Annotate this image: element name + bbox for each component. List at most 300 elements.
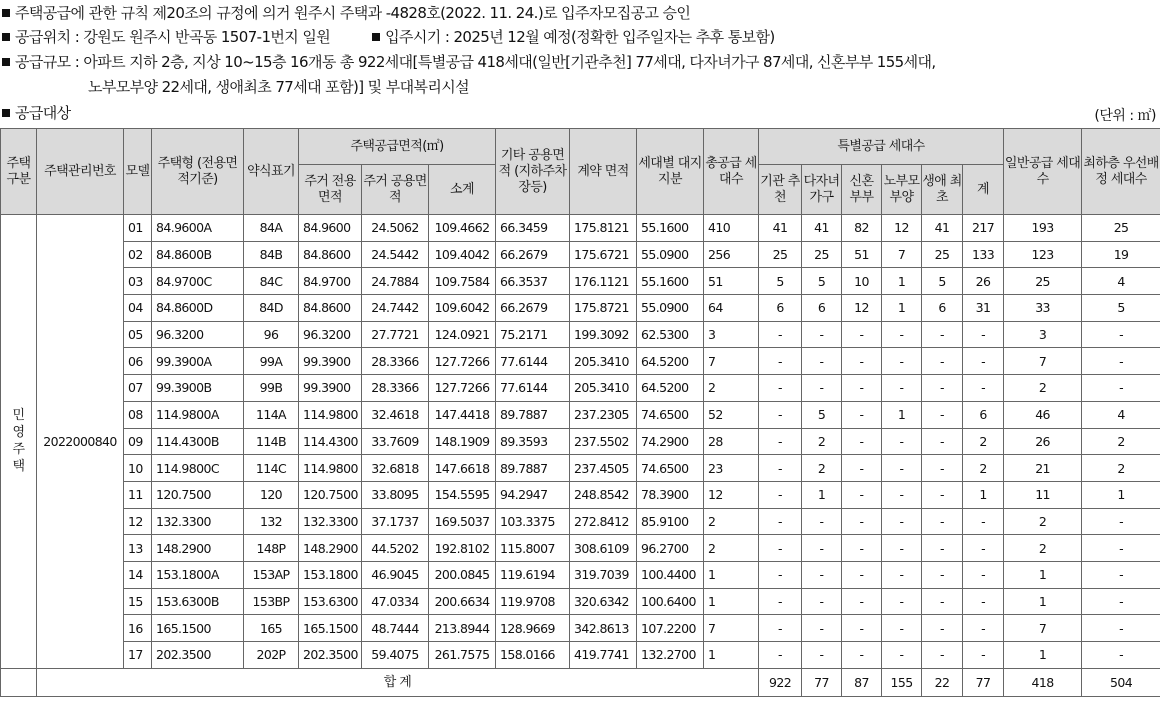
table-cell: 1 bbox=[1004, 642, 1082, 669]
table-cell: - bbox=[759, 401, 802, 428]
table-cell: 148P bbox=[244, 535, 299, 562]
table-cell: 120.7500 bbox=[299, 481, 362, 508]
table-cell: - bbox=[759, 615, 802, 642]
table-cell: 99.3900 bbox=[299, 348, 362, 375]
table-cell: 94.2947 bbox=[496, 481, 570, 508]
table-cell: 4 bbox=[1082, 401, 1160, 428]
table-cell: 01 bbox=[124, 215, 152, 242]
table-cell: 25 bbox=[1082, 215, 1160, 242]
table-cell: - bbox=[922, 588, 963, 615]
table-cell: 77.6144 bbox=[496, 375, 570, 402]
table-cell: 84A bbox=[244, 215, 299, 242]
table-cell: 176.1121 bbox=[570, 268, 637, 295]
table-cell: 148.2900 bbox=[299, 535, 362, 562]
table-cell: 16 bbox=[124, 615, 152, 642]
table-cell: 2 bbox=[704, 375, 759, 402]
table-cell: 09 bbox=[124, 428, 152, 455]
table-cell: - bbox=[922, 561, 963, 588]
table-cell: 2 bbox=[963, 428, 1004, 455]
table-row bbox=[1, 428, 1160, 455]
table-row bbox=[1, 348, 1160, 375]
table-cell: 175.8121 bbox=[570, 215, 637, 242]
table-cell: - bbox=[1082, 321, 1160, 348]
table-cell: 115.8007 bbox=[496, 535, 570, 562]
table-cell: 1 bbox=[802, 481, 842, 508]
table-cell: 74.6500 bbox=[637, 455, 704, 482]
total-cell: 77 bbox=[802, 668, 842, 696]
table-cell: - bbox=[922, 348, 963, 375]
table-cell: 06 bbox=[124, 348, 152, 375]
table-cell: 202.3500 bbox=[152, 642, 244, 669]
table-row bbox=[1, 455, 1160, 482]
table-cell: 28.3366 bbox=[362, 375, 429, 402]
table-cell: 84C bbox=[244, 268, 299, 295]
table-cell: 24.7442 bbox=[362, 295, 429, 322]
table-cell: 165.1500 bbox=[152, 615, 244, 642]
table-cell: 1 bbox=[963, 481, 1004, 508]
table-cell: - bbox=[759, 481, 802, 508]
table-cell: 2 bbox=[704, 508, 759, 535]
table-cell: 55.0900 bbox=[637, 241, 704, 268]
table-cell: 192.8102 bbox=[429, 535, 496, 562]
table-cell: 13 bbox=[124, 535, 152, 562]
table-cell: 55.0900 bbox=[637, 295, 704, 322]
table-cell: 114.9800C bbox=[152, 455, 244, 482]
table-cell: 99.3900A bbox=[152, 348, 244, 375]
table-row bbox=[1, 588, 1160, 615]
col-general: 일반공급 세대수 bbox=[1004, 129, 1082, 215]
table-cell: 77.6144 bbox=[496, 348, 570, 375]
table-cell: 205.3410 bbox=[570, 375, 637, 402]
table-cell: 109.4042 bbox=[429, 241, 496, 268]
table-cell: - bbox=[922, 535, 963, 562]
table-cell: - bbox=[963, 348, 1004, 375]
total-cell: 418 bbox=[1004, 668, 1082, 696]
table-cell: - bbox=[1082, 348, 1160, 375]
table-cell: - bbox=[963, 508, 1004, 535]
col-housing-type: 주택 구분 bbox=[1, 129, 37, 215]
total-cell: 87 bbox=[842, 668, 882, 696]
table-cell: - bbox=[759, 561, 802, 588]
table-cell: 308.6109 bbox=[570, 535, 637, 562]
table-cell: 165 bbox=[244, 615, 299, 642]
table-cell: - bbox=[802, 348, 842, 375]
table-cell: 1 bbox=[1004, 588, 1082, 615]
table-cell: 120 bbox=[244, 481, 299, 508]
scale-line-cont: 노부모부양 22세대, 생애최초 77세대 포함)] 및 부대복리시설 bbox=[88, 78, 470, 96]
table-cell: 7 bbox=[704, 348, 759, 375]
table-cell: 132.2700 bbox=[637, 642, 704, 669]
table-cell: 237.5502 bbox=[570, 428, 637, 455]
table-cell: 154.5595 bbox=[429, 481, 496, 508]
col-supply-area: 주택공급면적(㎡) bbox=[299, 129, 496, 165]
bullet-icon bbox=[2, 109, 10, 117]
table-cell: 84.8600B bbox=[152, 241, 244, 268]
table-cell: 32.6818 bbox=[362, 455, 429, 482]
table-cell: 3 bbox=[704, 321, 759, 348]
table-cell: 114.9800 bbox=[299, 401, 362, 428]
table-cell: 84.9600 bbox=[299, 215, 362, 242]
table-cell: 202P bbox=[244, 642, 299, 669]
table-cell: 24.5442 bbox=[362, 241, 429, 268]
col-other-common: 기타 공용면적 (지하주차장등) bbox=[496, 129, 570, 215]
table-cell: - bbox=[842, 561, 882, 588]
table-cell: 10 bbox=[842, 268, 882, 295]
table-cell: 64.5200 bbox=[637, 348, 704, 375]
table-cell: - bbox=[802, 561, 842, 588]
table-cell: - bbox=[963, 375, 1004, 402]
total-blank-cell bbox=[1, 668, 37, 696]
table-cell: - bbox=[882, 428, 922, 455]
table-cell: 11 bbox=[1004, 481, 1082, 508]
table-cell: - bbox=[882, 508, 922, 535]
table-row bbox=[1, 481, 1160, 508]
table-cell: 2 bbox=[1004, 535, 1082, 562]
table-cell: 119.9708 bbox=[496, 588, 570, 615]
table-row bbox=[1, 295, 1160, 322]
table-cell: 85.9100 bbox=[637, 508, 704, 535]
table-cell: - bbox=[1082, 535, 1160, 562]
bullet-icon bbox=[2, 33, 10, 41]
table-cell: 193 bbox=[1004, 215, 1082, 242]
table-cell: - bbox=[882, 535, 922, 562]
col-mgmt-no: 주택관리번호 bbox=[37, 129, 124, 215]
table-cell: - bbox=[759, 455, 802, 482]
table-cell: 24.5062 bbox=[362, 215, 429, 242]
table-cell: - bbox=[1082, 508, 1160, 535]
table-cell: 2 bbox=[1082, 428, 1160, 455]
total-row bbox=[1, 668, 1160, 696]
col-res-common: 주거 공용면적 bbox=[362, 165, 429, 215]
table-cell: - bbox=[922, 321, 963, 348]
table-cell: 66.3537 bbox=[496, 268, 570, 295]
table-cell: - bbox=[842, 375, 882, 402]
bullet-icon bbox=[372, 33, 380, 41]
table-cell: - bbox=[759, 642, 802, 669]
table-cell: 62.5300 bbox=[637, 321, 704, 348]
table-cell: 6 bbox=[759, 295, 802, 322]
table-cell: 114B bbox=[244, 428, 299, 455]
table-cell: - bbox=[802, 375, 842, 402]
table-cell: - bbox=[882, 561, 922, 588]
table-cell: 169.5037 bbox=[429, 508, 496, 535]
col-lowest-floor: 최하층 우선배정 세대수 bbox=[1082, 129, 1160, 215]
table-cell: 4 bbox=[1082, 268, 1160, 295]
table-cell: 2 bbox=[963, 455, 1004, 482]
table-cell: 75.2171 bbox=[496, 321, 570, 348]
table-cell: 24.7884 bbox=[362, 268, 429, 295]
table-cell: 33.7609 bbox=[362, 428, 429, 455]
table-cell: 107.2200 bbox=[637, 615, 704, 642]
table-cell: 46 bbox=[1004, 401, 1082, 428]
table-row bbox=[1, 321, 1160, 348]
table-cell: 109.6042 bbox=[429, 295, 496, 322]
table-cell: - bbox=[759, 321, 802, 348]
table-cell: - bbox=[1082, 561, 1160, 588]
table-cell: 217 bbox=[963, 215, 1004, 242]
table-cell: 6 bbox=[922, 295, 963, 322]
table-cell: 1 bbox=[704, 642, 759, 669]
table-cell: - bbox=[1082, 642, 1160, 669]
table-cell: 51 bbox=[842, 241, 882, 268]
table-cell: 05 bbox=[124, 321, 152, 348]
table-cell: 114.9800A bbox=[152, 401, 244, 428]
table-cell: 14 bbox=[124, 561, 152, 588]
table-cell: 419.7741 bbox=[570, 642, 637, 669]
table-cell: 23 bbox=[704, 455, 759, 482]
col-model: 모델 bbox=[124, 129, 152, 215]
table-cell: 84D bbox=[244, 295, 299, 322]
table-row bbox=[1, 642, 1160, 669]
table-row bbox=[1, 401, 1160, 428]
table-cell: - bbox=[922, 481, 963, 508]
table-cell: 59.4075 bbox=[362, 642, 429, 669]
table-cell: - bbox=[922, 642, 963, 669]
table-cell: 15 bbox=[124, 588, 152, 615]
table-cell: 175.8721 bbox=[570, 295, 637, 322]
table-cell: 26 bbox=[963, 268, 1004, 295]
table-cell: 153.6300 bbox=[299, 588, 362, 615]
table-cell: 124.0921 bbox=[429, 321, 496, 348]
table-cell: 114.4300 bbox=[299, 428, 362, 455]
table-cell: 21 bbox=[1004, 455, 1082, 482]
table-cell: - bbox=[963, 321, 1004, 348]
table-cell: - bbox=[759, 428, 802, 455]
table-cell: 46.9045 bbox=[362, 561, 429, 588]
table-cell: 248.8542 bbox=[570, 481, 637, 508]
table-cell: 96 bbox=[244, 321, 299, 348]
table-cell: 12 bbox=[882, 215, 922, 242]
table-cell: 04 bbox=[124, 295, 152, 322]
table-cell: - bbox=[802, 321, 842, 348]
table-cell: 41 bbox=[759, 215, 802, 242]
table-cell: - bbox=[882, 588, 922, 615]
table-cell: 1 bbox=[882, 401, 922, 428]
table-cell: 19 bbox=[1082, 241, 1160, 268]
total-cell: 155 bbox=[882, 668, 922, 696]
approval-line: 주택공급에 관한 규칙 제20조의 규정에 의거 원주시 주택과 -4828호(2022. 11. 24.)로 입주자모집공고 승인 bbox=[0, 2, 1160, 24]
bullet-icon bbox=[2, 58, 10, 66]
table-cell: - bbox=[759, 508, 802, 535]
table-cell: 114.9800 bbox=[299, 455, 362, 482]
table-cell: 66.3459 bbox=[496, 215, 570, 242]
table-cell: 319.7039 bbox=[570, 561, 637, 588]
table-cell: 28 bbox=[704, 428, 759, 455]
table-cell: - bbox=[842, 481, 882, 508]
table-cell: 5 bbox=[1082, 295, 1160, 322]
table-cell: 205.3410 bbox=[570, 348, 637, 375]
col-res-private: 주거 전용면적 bbox=[299, 165, 362, 215]
table-cell: - bbox=[882, 321, 922, 348]
table-cell: 78.3900 bbox=[637, 481, 704, 508]
table-cell: - bbox=[842, 508, 882, 535]
table-cell: 89.7887 bbox=[496, 455, 570, 482]
total-cell: 922 bbox=[759, 668, 802, 696]
table-cell: 153AP bbox=[244, 561, 299, 588]
table-cell: 7 bbox=[704, 615, 759, 642]
table-cell: - bbox=[759, 535, 802, 562]
table-cell: - bbox=[759, 588, 802, 615]
table-cell: 84.8600 bbox=[299, 241, 362, 268]
col-contract-area: 계약 면적 bbox=[570, 129, 637, 215]
table-cell: 25 bbox=[1004, 268, 1082, 295]
table-cell: 41 bbox=[802, 215, 842, 242]
table-cell: 07 bbox=[124, 375, 152, 402]
table-cell: 84.9600A bbox=[152, 215, 244, 242]
col-special: 특별공급 세대수 bbox=[759, 129, 1004, 165]
table-cell: 25 bbox=[922, 241, 963, 268]
table-cell: 82 bbox=[842, 215, 882, 242]
table-cell: 132.3300 bbox=[152, 508, 244, 535]
unit-label: (단위 : ㎡) bbox=[1094, 108, 1156, 124]
section-title: 공급대상 bbox=[0, 102, 1160, 124]
table-cell: - bbox=[963, 535, 1004, 562]
table-cell: 41 bbox=[922, 215, 963, 242]
supply-table bbox=[0, 128, 1160, 697]
table-cell: 33 bbox=[1004, 295, 1082, 322]
table-cell: 55.1600 bbox=[637, 215, 704, 242]
col-sp-elder: 노부모 부양 bbox=[882, 165, 922, 215]
table-cell: 153.6300B bbox=[152, 588, 244, 615]
table-cell: 7 bbox=[1004, 348, 1082, 375]
table-cell: 100.6400 bbox=[637, 588, 704, 615]
table-cell: - bbox=[1082, 588, 1160, 615]
table-cell: 103.3375 bbox=[496, 508, 570, 535]
table-cell: 5 bbox=[802, 268, 842, 295]
table-cell: 202.3500 bbox=[299, 642, 362, 669]
table-cell: 342.8613 bbox=[570, 615, 637, 642]
table-cell: 89.3593 bbox=[496, 428, 570, 455]
table-cell: 199.3092 bbox=[570, 321, 637, 348]
col-abbr: 약식표기 bbox=[244, 129, 299, 215]
table-cell: 5 bbox=[802, 401, 842, 428]
table-cell: 200.0845 bbox=[429, 561, 496, 588]
table-cell: 1 bbox=[704, 588, 759, 615]
total-cell: 77 bbox=[963, 668, 1004, 696]
table-row bbox=[1, 508, 1160, 535]
table-cell: 12 bbox=[704, 481, 759, 508]
table-cell: - bbox=[759, 375, 802, 402]
table-cell: - bbox=[963, 588, 1004, 615]
table-cell: 132 bbox=[244, 508, 299, 535]
table-cell: 47.0334 bbox=[362, 588, 429, 615]
table-cell: 12 bbox=[124, 508, 152, 535]
table-cell: 12 bbox=[842, 295, 882, 322]
table-cell: - bbox=[802, 588, 842, 615]
table-cell: 31 bbox=[963, 295, 1004, 322]
table-cell: 52 bbox=[704, 401, 759, 428]
col-subtotal: 소계 bbox=[429, 165, 496, 215]
table-cell: - bbox=[842, 348, 882, 375]
table-cell: 74.6500 bbox=[637, 401, 704, 428]
table-cell: - bbox=[1082, 375, 1160, 402]
table-cell: 123 bbox=[1004, 241, 1082, 268]
table-cell: 96.3200 bbox=[152, 321, 244, 348]
table-cell: 6 bbox=[802, 295, 842, 322]
table-cell: 133 bbox=[963, 241, 1004, 268]
table-cell: 51 bbox=[704, 268, 759, 295]
table-cell: 127.7266 bbox=[429, 348, 496, 375]
table-cell: 114C bbox=[244, 455, 299, 482]
table-cell: 1 bbox=[882, 295, 922, 322]
table-cell: 1 bbox=[1004, 561, 1082, 588]
table-cell: 96.3200 bbox=[299, 321, 362, 348]
table-cell: 3 bbox=[1004, 321, 1082, 348]
table-cell: 1 bbox=[882, 268, 922, 295]
table-row bbox=[1, 268, 1160, 295]
table-cell: - bbox=[882, 642, 922, 669]
table-cell: 175.6721 bbox=[570, 241, 637, 268]
table-cell: 158.0166 bbox=[496, 642, 570, 669]
table-cell: - bbox=[963, 642, 1004, 669]
table-cell: - bbox=[882, 481, 922, 508]
col-house-type: 주택형 (전용면적기준) bbox=[152, 129, 244, 215]
table-cell: - bbox=[963, 561, 1004, 588]
col-sp-inst: 기관 추천 bbox=[759, 165, 802, 215]
table-cell: 28.3366 bbox=[362, 348, 429, 375]
table-cell: 55.1600 bbox=[637, 268, 704, 295]
table-cell: 147.6618 bbox=[429, 455, 496, 482]
table-cell: 6 bbox=[963, 401, 1004, 428]
table-cell: - bbox=[842, 588, 882, 615]
table-cell: 109.4662 bbox=[429, 215, 496, 242]
table-cell: - bbox=[842, 535, 882, 562]
mgmt-no-cell: 2022000840 bbox=[37, 215, 124, 669]
table-cell: 109.7584 bbox=[429, 268, 496, 295]
table-cell: - bbox=[882, 348, 922, 375]
table-cell: 261.7575 bbox=[429, 642, 496, 669]
table-cell: - bbox=[842, 615, 882, 642]
table-cell: - bbox=[802, 508, 842, 535]
table-cell: 148.1909 bbox=[429, 428, 496, 455]
table-cell: 5 bbox=[759, 268, 802, 295]
table-cell: 114A bbox=[244, 401, 299, 428]
table-cell: 25 bbox=[802, 241, 842, 268]
table-cell: 127.7266 bbox=[429, 375, 496, 402]
table-cell: 33.8095 bbox=[362, 481, 429, 508]
table-cell: 32.4618 bbox=[362, 401, 429, 428]
table-cell: 96.2700 bbox=[637, 535, 704, 562]
table-cell: 99B bbox=[244, 375, 299, 402]
table-cell: 120.7500 bbox=[152, 481, 244, 508]
table-cell: 272.8412 bbox=[570, 508, 637, 535]
table-cell: 64.5200 bbox=[637, 375, 704, 402]
table-cell: - bbox=[842, 401, 882, 428]
col-land-share: 세대별 대지지분 bbox=[637, 129, 704, 215]
table-cell: 84.9700C bbox=[152, 268, 244, 295]
table-cell: - bbox=[802, 535, 842, 562]
table-row bbox=[1, 215, 1160, 242]
table-cell: 27.7721 bbox=[362, 321, 429, 348]
table-row bbox=[1, 561, 1160, 588]
table-cell: 237.4505 bbox=[570, 455, 637, 482]
table-cell: - bbox=[882, 375, 922, 402]
table-cell: - bbox=[922, 401, 963, 428]
table-cell: 153.1800 bbox=[299, 561, 362, 588]
table-cell: - bbox=[759, 348, 802, 375]
total-cell: 22 bbox=[922, 668, 963, 696]
table-cell: 100.4400 bbox=[637, 561, 704, 588]
table-cell: - bbox=[922, 375, 963, 402]
table-cell: 213.8944 bbox=[429, 615, 496, 642]
table-cell: 26 bbox=[1004, 428, 1082, 455]
table-cell: 256 bbox=[704, 241, 759, 268]
table-cell: - bbox=[882, 615, 922, 642]
col-sp-sum: 계 bbox=[963, 165, 1004, 215]
table-cell: 165.1500 bbox=[299, 615, 362, 642]
table-cell: 17 bbox=[124, 642, 152, 669]
table-cell: - bbox=[802, 642, 842, 669]
